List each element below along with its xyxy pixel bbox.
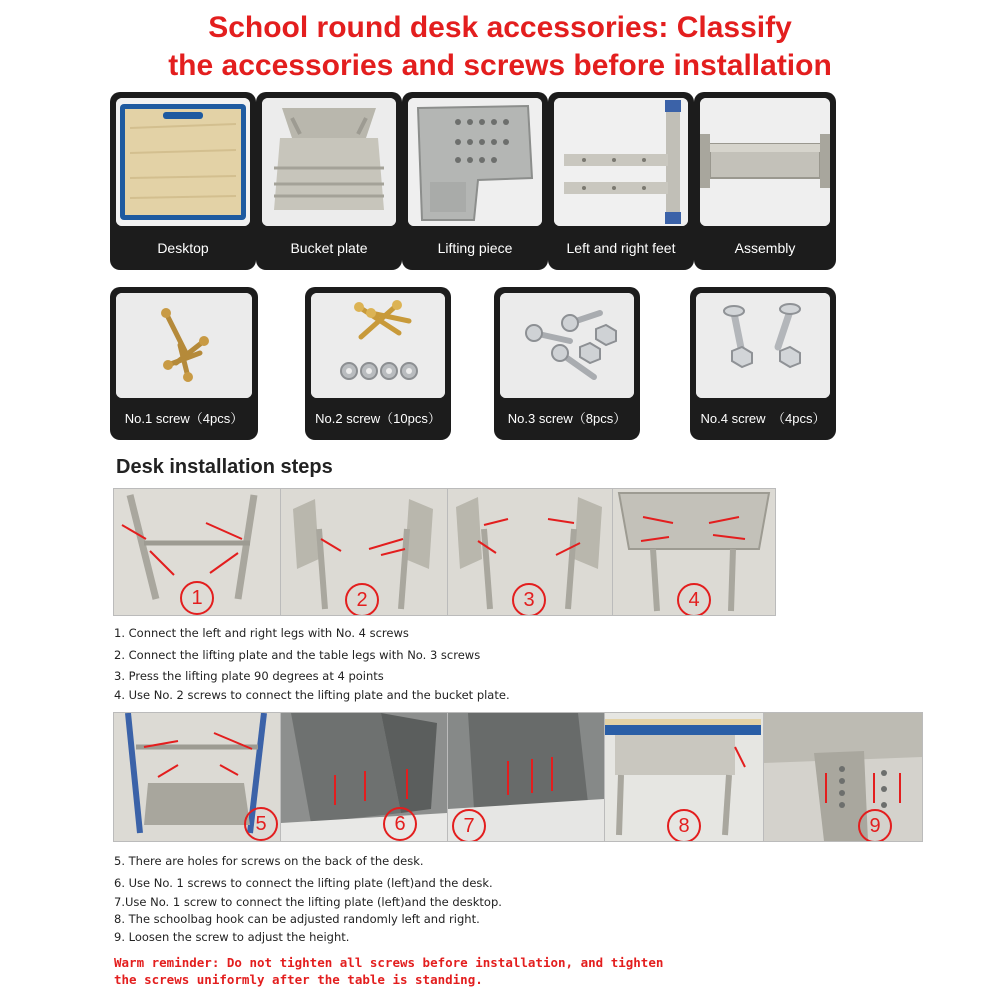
wood-screw-icon	[116, 293, 252, 398]
lifting-piece-icon	[408, 98, 542, 226]
step-photo-8	[604, 712, 764, 842]
accessory-card-desktop	[110, 92, 256, 270]
note-step-8: 8. The schoolbag hook can be adjusted randomly left and right.	[114, 912, 480, 926]
title-line-1: School round desk accessories: Classify	[208, 11, 792, 44]
note-step-9: 9. Loosen the screw to adjust the height.	[114, 930, 350, 944]
step-number: 8	[667, 809, 701, 842]
step-number: 2	[345, 583, 379, 616]
accessory-label: Lifting piece	[437, 240, 513, 256]
step-photo-1	[113, 488, 281, 616]
screw-card-no1	[110, 287, 258, 440]
step-number: 5	[244, 807, 278, 841]
step-photo-4	[612, 488, 776, 616]
desktop-panel-icon	[116, 98, 250, 226]
screw-label: No.4 screw （4pcs）	[700, 411, 826, 426]
screw-label: No.2 screw（10pcs）	[315, 411, 441, 426]
step-photo-7	[447, 712, 605, 842]
step-number: 6	[383, 807, 417, 841]
accessory-label: Desktop	[157, 240, 209, 256]
screw-label: No.1 screw（4pcs）	[124, 411, 244, 426]
screw-card-no2	[305, 287, 451, 440]
feet-icon	[554, 98, 688, 226]
note-step-3: 3. Press the lifting plate 90 degrees at 4 points	[114, 669, 384, 683]
step-number: 7	[452, 809, 486, 842]
accessory-card-lifting-piece	[402, 92, 548, 270]
accessory-label: Bucket plate	[290, 240, 368, 256]
note-step-1: 1. Connect the left and right legs with No. 4 screws	[114, 626, 409, 640]
step-number: 1	[180, 581, 214, 615]
warm-reminder: Warm reminder: Do not tighten all screws before installation, and tighten the screws uniformly after the table is standing.	[114, 955, 664, 987]
step-photo-3	[447, 488, 613, 616]
step-photo-9	[763, 712, 923, 842]
installation-heading: Desk installation steps	[116, 456, 333, 478]
step-number: 4	[677, 583, 711, 616]
note-step-4: 4. Use No. 2 screws to connect the lifting plate and the bucket plate.	[114, 688, 510, 702]
bolt-nut-icon	[311, 293, 445, 398]
carriage-bolt-icon	[500, 293, 634, 398]
screw-card-no3	[494, 287, 640, 440]
step-number: 3	[512, 583, 546, 616]
long-bolt-icon	[696, 293, 830, 398]
screw-card-no4	[690, 287, 836, 440]
note-step-6: 6. Use No. 1 screws to connect the lifting plate (left)and the desk.	[114, 876, 493, 890]
bucket-plate-icon	[262, 98, 396, 226]
title-line-2: the accessories and screws before installation	[168, 49, 832, 82]
note-step-5: 5. There are holes for screws on the back of the desk.	[114, 854, 424, 868]
accessory-label: Assembly	[734, 240, 796, 256]
step-photo-2	[280, 488, 448, 616]
note-step-2: 2. Connect the lifting plate and the table legs with No. 3 screws	[114, 648, 481, 662]
accessory-card-assembly	[694, 92, 836, 270]
step-photo-5	[113, 712, 281, 842]
note-step-7: 7.Use No. 1 screw to connect the lifting plate (left)and the desktop.	[114, 895, 502, 909]
accessory-card-feet	[548, 92, 694, 270]
accessory-label: Left and right feet	[566, 240, 676, 256]
screw-label: No.3 screw（8pcs）	[507, 411, 627, 426]
step-photo-6	[280, 712, 448, 842]
step-number: 9	[858, 809, 892, 842]
accessory-card-bucket-plate	[256, 92, 402, 270]
assembly-icon	[700, 98, 830, 226]
